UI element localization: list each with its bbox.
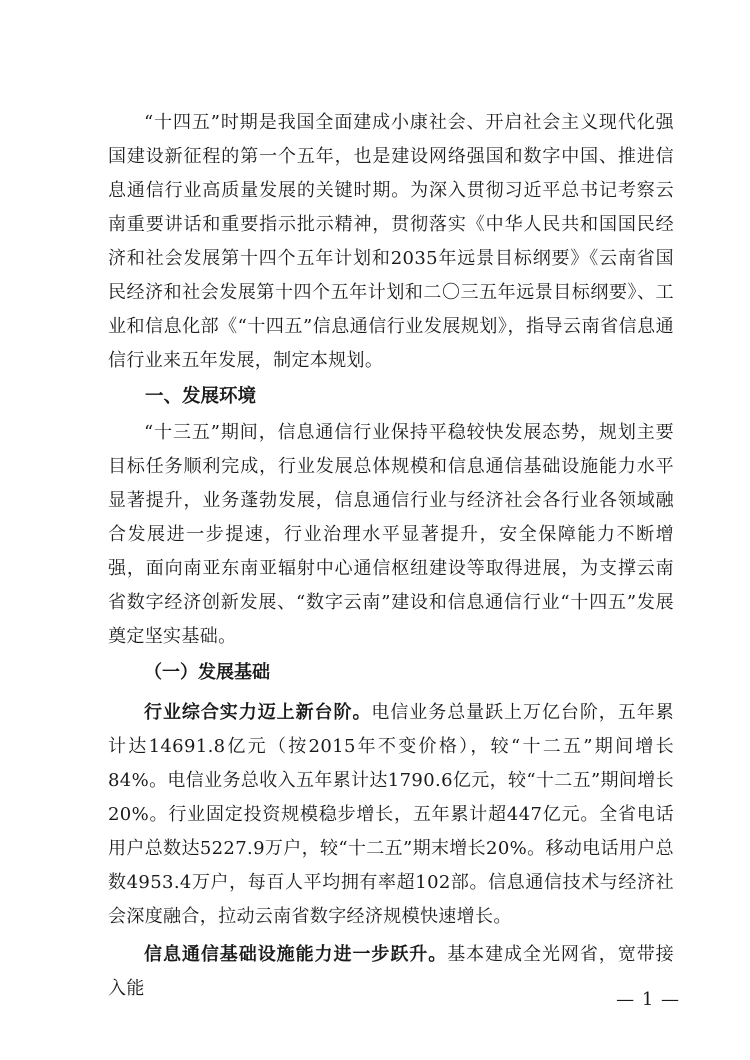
page-number: — 1 — [616,989,680,1010]
document-body [108,106,674,1006]
section-heading-development-environment: 一、发展环境 [145,386,257,407]
intro-paragraph: “十四五”时期是我国全面建成小康社会、开启社会主义现代化强国建设新征程的第一个五年，也是建设网络强国和数字中国、推进信息通信行业高质量发展的关键时期。为深入贯彻习近平总书记考察云南重要讲话和重要指示批示精神，贯彻落实《中华人民共和国国民经济和社会发展第十四个五年计划和2035年远景目标纲要》《云南省国民经济和社会发展第十四个五年计划和二〇三五年远景目标纲要》、工业和信息化部《“十四五”信息通信行业发展规划》，指导云南省信息通信行业来五年发展，制定本规划。 [108,112,674,371]
infrastructure-body: 基本建成全光网省，宽带接入能 [108,944,674,999]
section1-paragraph: “十三五”期间，信息通信行业保持平稳较快发展态势，规划主要目标任务顺利完成，行业发展总体规模和信息通信基础设施能力水平显著提升，业务蓬勃发展，信息通信行业与经济社会各行业各领域融合发展进一步提速，行业治理水平显著提升，安全保障能力不断增强，面向南亚东南亚辐射中心通信枢纽建设等取得进展，为支撑云南省数字经济创新发展、“数字云南”建设和信息通信行业“十四五”发展奠定坚实基础。 [108,422,674,647]
industry-strength-paragraph [108,696,674,934]
industry-strength-lead: 行业综合实力迈上新台阶。 [144,702,372,723]
subsection-heading-development-basis: （一）发展基础 [144,662,270,683]
industry-strength-body: 电信业务总量跃上万亿台阶，五年累计达14691.8亿元（按2015年不变价格），较“十二五”期间增长84%。电信业务总收入五年累计达1790.6亿元，较“十二五”期间增长20%。行业固定投资规模稳步增长，五年累计超447亿元。全省电话用户总数达5227.9万户，较“十二五”期末增长20%。移动电话用户总数4953.4万户，每百人平均拥有率超102部。信息通信技术与经济社会深度融合，拉动云南省数字经济规模快速增长。 [108,702,674,927]
infrastructure-lead: 信息通信基础设施能力进一步跃升。 [144,944,448,965]
